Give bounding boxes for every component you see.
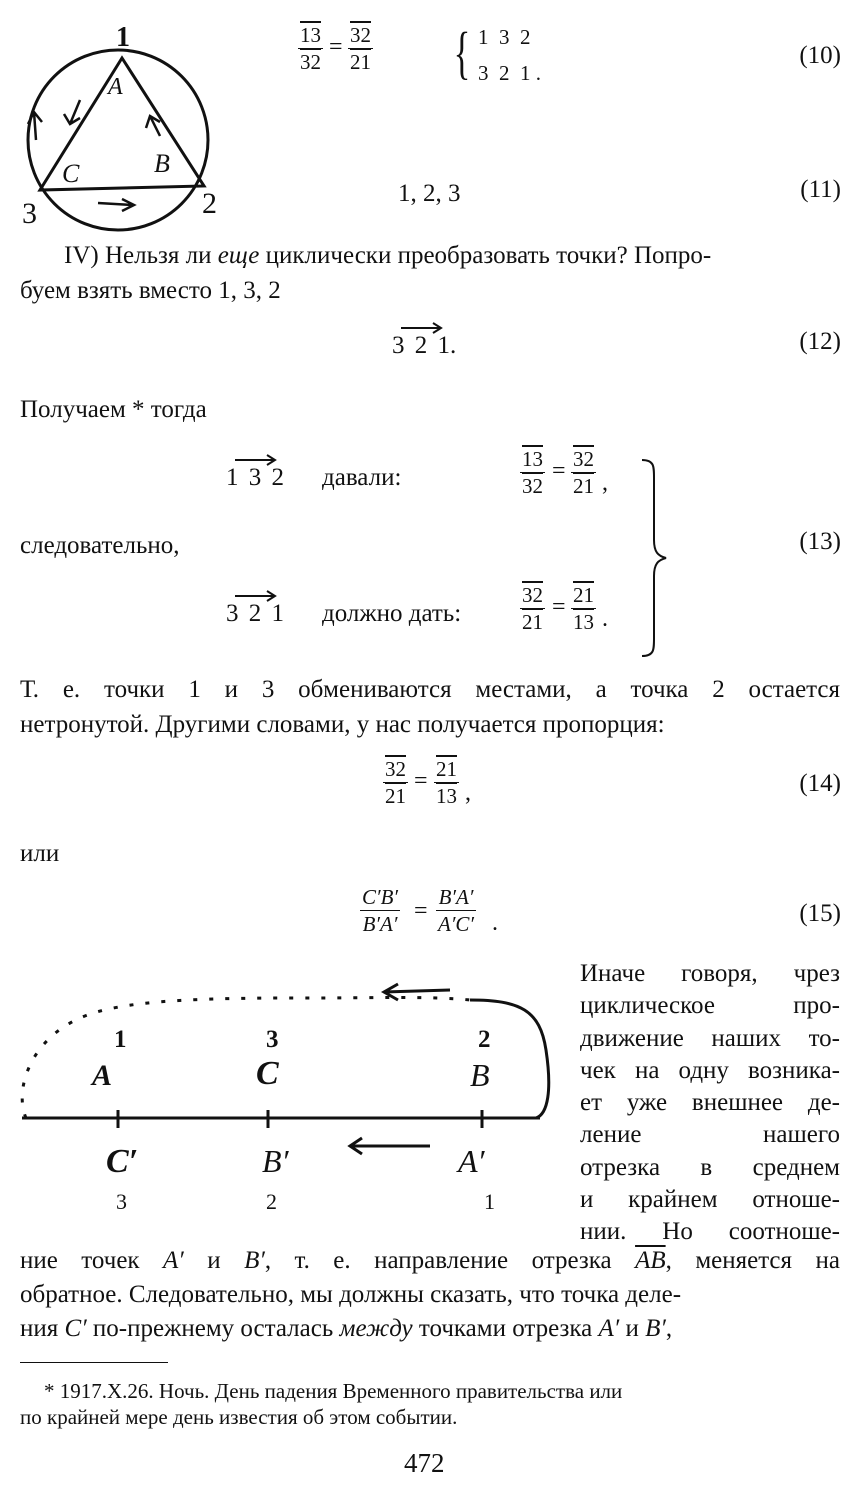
eq13-f1: $\frac{13}{32}$ bbox=[522, 447, 543, 498]
eq13-therefore: следовательно, bbox=[20, 532, 180, 559]
eq12-expression: 3 2 1. bbox=[392, 328, 456, 363]
paragraph-iv: IV) Нельзя ли еще циклически преобразовать точки? Попро- буем взять вместо 1, 3, 2 bbox=[20, 242, 712, 304]
eq10-brace: { bbox=[453, 20, 471, 85]
eq13-number: (13) bbox=[799, 528, 841, 555]
eq13-equals-1: = bbox=[552, 458, 566, 484]
arrow-bottom bbox=[98, 199, 134, 211]
eq13-trail-1: , bbox=[602, 470, 608, 496]
circle-side-b: B bbox=[154, 149, 170, 178]
eq10-frac-2: $\frac{32}{21}$ bbox=[350, 23, 371, 74]
circle-point-1: 1 bbox=[116, 22, 130, 53]
line-mid-label-c: C bbox=[256, 1055, 279, 1092]
side-text-line: движение наших то- bbox=[580, 1024, 840, 1052]
arrow-ab bbox=[64, 100, 80, 124]
side-text-column bbox=[580, 958, 840, 1249]
circle-side-a: A bbox=[108, 74, 123, 100]
arrow-bc bbox=[146, 116, 160, 136]
line-top-label-1: 1 bbox=[114, 1026, 127, 1053]
line-bottom-letter-a: A′ bbox=[458, 1143, 485, 1179]
eq15-number: (15) bbox=[799, 900, 841, 927]
eq14-equals: = bbox=[414, 768, 428, 794]
line-bottom-num-1: 1 bbox=[484, 1189, 495, 1214]
footnote-rule bbox=[20, 1362, 168, 1363]
eq10-row-2: 3 2 1 . bbox=[478, 61, 541, 85]
circle-point-3: 3 bbox=[22, 197, 37, 230]
side-text-line: ление нашего bbox=[580, 1121, 840, 1149]
line-bottom-num-2: 2 bbox=[266, 1189, 277, 1214]
dashed-loop bbox=[22, 998, 470, 1119]
vector-arrow bbox=[235, 452, 277, 462]
line-bottom-num-3: 3 bbox=[116, 1189, 127, 1214]
eq12-number: (12) bbox=[799, 328, 841, 355]
eq13-line2-expr: 3 2 1 bbox=[226, 596, 284, 631]
eq15-equals: = bbox=[414, 898, 428, 924]
eq14-f1: $\frac{32}{21}$ bbox=[385, 757, 406, 808]
side-text-line: циклическое про- bbox=[580, 992, 840, 1020]
eq13-g2: $\frac{21}{13}$ bbox=[573, 583, 594, 634]
eq13-line1-expr: 1 3 2 bbox=[226, 460, 284, 495]
eq14-f2: $\frac{21}{13}$ bbox=[436, 757, 457, 808]
ili-word: или bbox=[20, 840, 60, 867]
line-top-label-2: 3 bbox=[266, 1026, 279, 1053]
eq14-number: (14) bbox=[799, 770, 841, 797]
eq15-f1: C′B′ B′A′ bbox=[362, 885, 399, 936]
line-mid-label-b: B bbox=[470, 1057, 490, 1093]
line-mid-label-a: A bbox=[92, 1059, 113, 1092]
eq10-row-1: 1 3 2 bbox=[478, 25, 531, 49]
line-bottom-letter-c: C′ bbox=[106, 1143, 139, 1180]
eq14-trail: , bbox=[465, 780, 471, 806]
eq10-equals: = bbox=[329, 34, 343, 60]
eq13-right-brace bbox=[640, 458, 670, 658]
paragraph-end: ние точек A′ и B′, т. е. направление отрезка $\overline{AB}$, меняется на обратное. Следовательно, мы должны сказать, что точка деле- ния C′ по-прежнему осталась между точками отрезка A′ и B′, bbox=[20, 1247, 840, 1342]
top-arrow bbox=[384, 984, 450, 1000]
eq11-text: 1, 2, 3 bbox=[398, 180, 461, 207]
segment-figure bbox=[0, 970, 570, 1220]
page-number: 472 bbox=[404, 1448, 445, 1478]
side-text-line: чек на одну возника- bbox=[580, 1056, 840, 1084]
eq13-line2-label: должно дать: bbox=[322, 600, 462, 627]
footnote: * 1917.X.26. Ночь. День падения Временного правительства или по крайней мере день известия об этом событии. bbox=[20, 1379, 623, 1429]
eq15-f2: B′A′ A′C′ bbox=[438, 885, 475, 936]
side-text-line: нии. Но соотноше- bbox=[580, 1218, 840, 1246]
eq13-trail-2: . bbox=[602, 606, 608, 632]
eq11-number: (11) bbox=[800, 176, 841, 203]
side-text-line: Иначе говоря, чрез bbox=[580, 960, 840, 987]
circle-side-c: C bbox=[62, 159, 80, 188]
eq10-number: (10) bbox=[799, 42, 841, 69]
eq13-g1: $\frac{32}{21}$ bbox=[522, 583, 543, 634]
vector-arrow bbox=[235, 588, 277, 598]
eq15-trail: . bbox=[492, 910, 498, 936]
line-top-label-3: 2 bbox=[478, 1026, 491, 1053]
bottom-arrow bbox=[350, 1138, 430, 1154]
side-text-line: ет уже внешнее де- bbox=[580, 1089, 840, 1117]
obtain-line: Получаем * тогда bbox=[20, 396, 207, 423]
circle-point-2: 2 bbox=[202, 187, 217, 220]
side-text-line: и крайнем отноше- bbox=[580, 1186, 840, 1214]
paragraph-te: Т. е. точки 1 и 3 обмениваются местами, а точка 2 остается нетронутой. Другими словами, у нас получается пропорция: bbox=[20, 676, 840, 738]
eq10-frac-1: $\frac{13}{32}$ bbox=[300, 23, 321, 74]
vector-arrow bbox=[401, 320, 443, 330]
eq13-f2: $\frac{32}{21}$ bbox=[573, 447, 594, 498]
eq13-equals-2: = bbox=[552, 594, 566, 620]
side-text-line: отрезка в среднем bbox=[580, 1153, 840, 1181]
line-bottom-letter-b: B′ bbox=[262, 1143, 289, 1179]
eq13-line1-label: давали: bbox=[322, 464, 402, 491]
